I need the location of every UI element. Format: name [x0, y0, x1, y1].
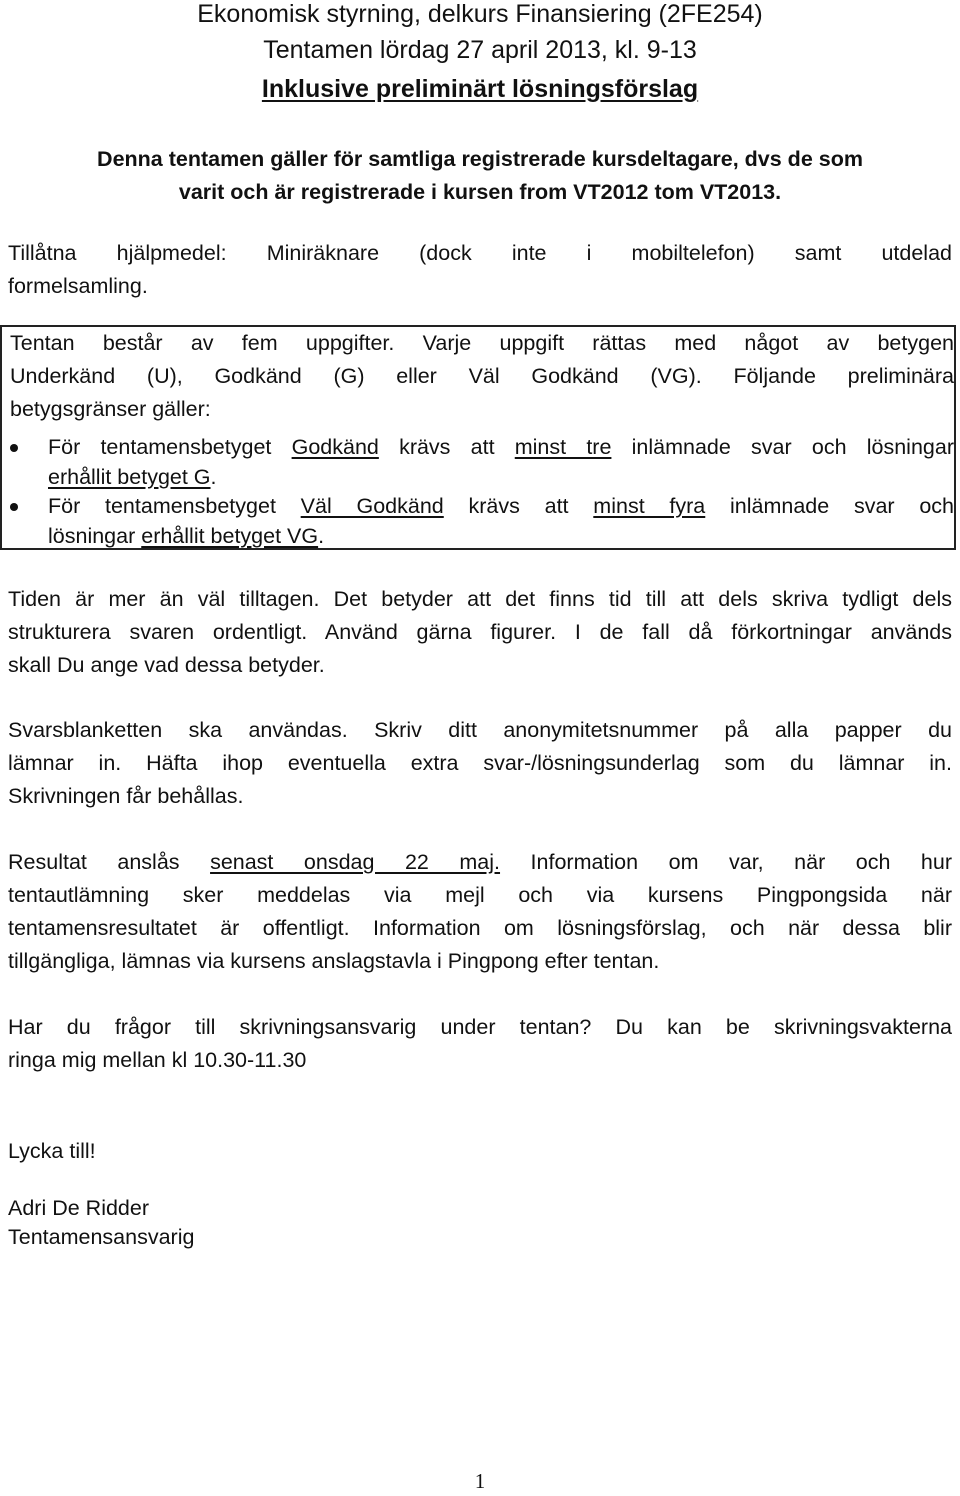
grading-line-2: Underkänd (U), Godkänd (G) eller Väl Godkänd (VG). Följande preliminära [10, 364, 954, 388]
signature-role: Tentamensansvarig [8, 1225, 195, 1249]
course-title: Ekonomisk styrning, delkurs Finansiering (2FE254) [197, 0, 763, 28]
allowed-aids-paragraph [8, 237, 952, 303]
intro-line-1: Denna tentamen gäller för samtliga registrerade kursdeltagare, dvs de som [97, 147, 863, 171]
exam-date: Tentamen lördag 27 april 2013, kl. 9-13 [263, 36, 697, 64]
grading-line-3: betygsgränser gäller: [10, 397, 211, 421]
allowed-aids-line-2: formelsamling. [8, 274, 148, 298]
time-paragraph: Tiden är mer än väl tilltagen. Det betyder att det finns tid till att dels skriva tydligt dels strukturera svaren ordentligt. Använd gärna figurer. I de fall då förkortningar används skall Du ange vad dessa betyder. [8, 587, 952, 677]
grade-name: Godkänd [291, 435, 379, 459]
intro-line-2: varit och är registrerade i kursen from VT2012 tom VT2013. [178, 180, 782, 204]
questions-paragraph: Har du frågor till skrivningsansvarig under tentan? Du kan be skrivningsvakterna ringa mig mellan kl 10.30-11.30 [8, 1015, 952, 1072]
bullet-icon [10, 503, 18, 511]
grading-paragraph [10, 327, 954, 426]
grade-requirement: minst tre [514, 435, 612, 459]
results-paragraph: Resultat anslås senast onsdag 22 maj. Information om var, när och hur tentautlämning sker meddelas via mejl och via kursens Pingpongsida när tentamensresultatet är offentligt. Information om lösningsförslag, och när dessa blir tillgängliga, lämnas via kursens anslagstavla i Pingpong efter tentan. [8, 850, 953, 973]
allowed-aids-line-1: Tillåtna hjälpmedel: Miniräknare (dock inte i mobiltelefon) samt utdelad [8, 241, 952, 265]
answer-sheet-paragraph: Svarsblanketten ska användas. Skriv ditt anonymitetsnummer på alla papper du lämnar in. Häfta ihop eventuella extra svar-/lösningsunderlag som du lämnar in. Skrivningen får behållas. [8, 718, 952, 808]
grading-box: Tentan består av fem uppgifter. Varje uppgift rättas med något av betygen Underkänd (U), Godkänd (G) eller Väl Godkänd (VG). Följande preliminära betygsgränser gäller: För tentamensbetyget Godkänd krävs att minst tre inlämnade svar och lösningar erhållit betyget G. För tentamensbetyget Väl Godkänd krävs att minst fyra inlämnade svar och lösningar erhållit betyget VG. [0, 325, 956, 550]
grading-line-1: Tentan består av fem uppgifter. Varje uppgift rättas med något av betygen [10, 331, 954, 355]
exam-subtitle: Inklusive preliminärt lösningsförslag [261, 75, 699, 103]
signature-name: Adri De Ridder [8, 1196, 149, 1220]
bullet-icon [10, 444, 18, 452]
result-deadline: senast onsdag 22 maj. [210, 850, 501, 874]
grade-requirement: minst fyra [593, 494, 706, 518]
closing-greeting: Lycka till! [8, 1139, 96, 1163]
grade-name: Väl Godkänd [300, 494, 444, 518]
page-number: 1 [474, 1469, 486, 1493]
